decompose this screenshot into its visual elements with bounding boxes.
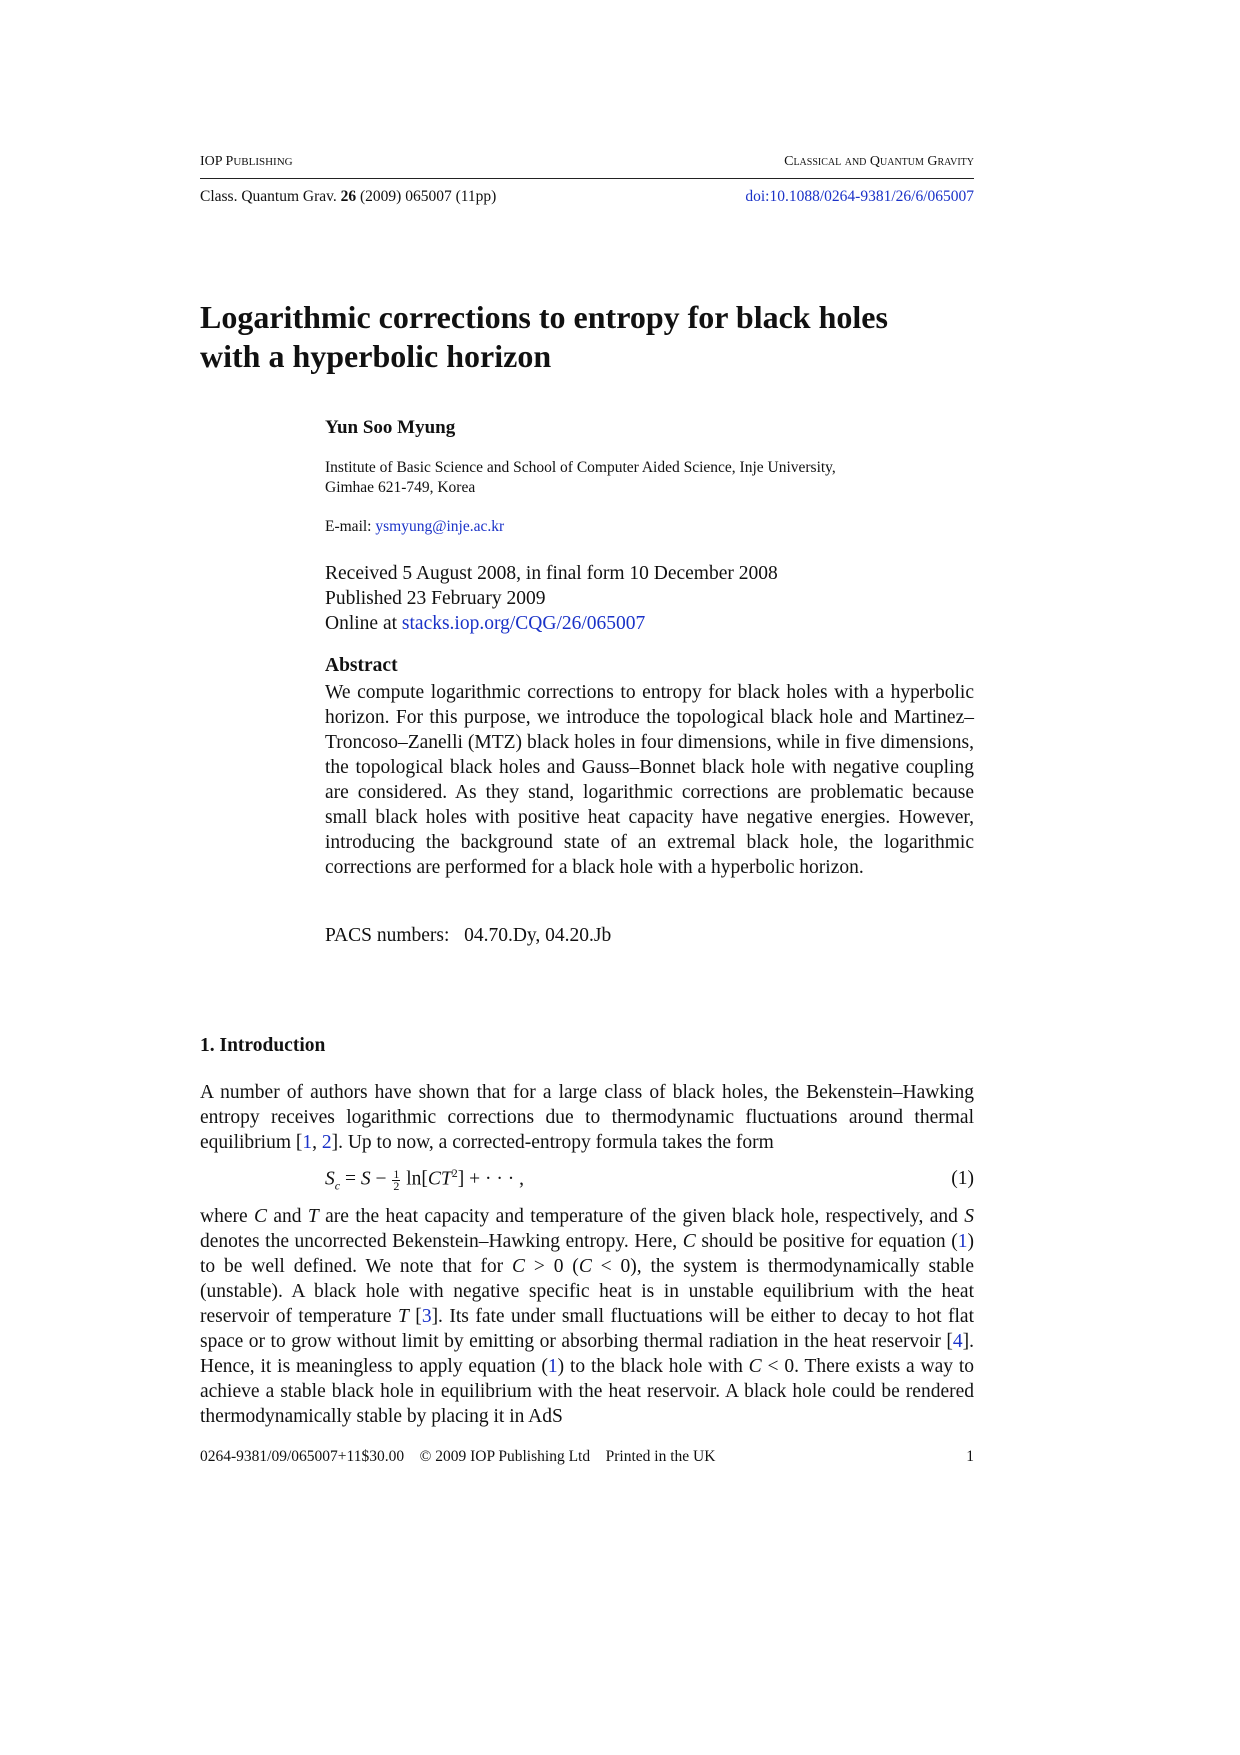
email-label: E-mail: [325,518,376,535]
footer-line [200,1448,715,1466]
one-half-fraction: $\frac{1}{2}$ [393,1166,400,1193]
p2-text: ) to the black hole with [557,1356,749,1377]
pacs-line [325,925,611,947]
online-label: Online at [325,613,402,634]
header-rule [200,178,974,179]
var-c: C [578,1256,592,1277]
publication-dates [325,561,778,636]
var-t: T [307,1206,319,1227]
citation-post: (2009) 065007 (11pp) [356,188,497,205]
ref-1[interactable]: 1 [302,1132,313,1153]
var-c: C [512,1256,526,1277]
publisher-label [200,154,293,170]
equation-ref[interactable]: 1 [547,1356,558,1377]
p2-text: and [267,1206,308,1227]
var-c: C [748,1356,762,1377]
footer-copyright: © 2009 IOP Publishing Ltd [419,1448,591,1465]
online-line [325,611,778,636]
para1-sep: , [312,1132,322,1153]
journal-name: Classical and Quantum Gravity [784,154,974,169]
para1-text-a: A number of authors have shown that for a large class of black holes, the Bekenstein–Hawking entropy receives logarithmic corrections due to thermodynamic fluctuations around thermal equilibrium [ [200,1082,974,1153]
equation-1: $S_c = S$ − $\frac{1}{2}$ $\ln[CT^2]$ + · · · , [325,1166,524,1193]
p2-text: are the heat capacity and temperature of the given black hole, respectively, and [318,1206,965,1227]
abstract-heading: Abstract [325,655,398,676]
pacs-label: PACS numbers: [325,925,450,946]
section-heading: 1. Introduction [200,1035,326,1056]
intro-paragraph-2 [200,1204,974,1429]
citation-line [200,188,496,206]
p2-text: > 0 ( [525,1256,579,1277]
p2-text: ]. Hence, it is meaningless to apply equation ( [200,1331,974,1377]
footer-code: 0264-9381/09/065007+11$30.00 [200,1448,405,1465]
ref-3[interactable]: 3 [421,1306,432,1327]
received-date: Received 5 August 2008, in final form 10 December 2008 [325,563,778,584]
doi-link[interactable]: doi:10.1088/0264-9381/26/6/065007 [745,188,974,205]
title-line-2: with a hyperbolic horizon [200,338,552,374]
equation-number: (1) [951,1168,974,1189]
p2-text: [ [408,1306,422,1327]
pacs-values: 04.70.Dy, 04.20.Jb [464,925,612,946]
p2-text: ) to be well defined. We note that for [200,1231,974,1277]
author-name: Yun Soo Myung [325,417,456,438]
abstract-text: We compute logarithmic corrections to entropy for black holes with a hyperbolic horizon. For this purpose, we introduce the topological black hole and Martinez–Troncoso–Zanelli (MTZ) black holes in four dimensions, while in five dimensions, the topological black holes and Gauss–Bonnet black hole with negative coupling are considered. As they stand, logarithmic corrections are problematic because small black holes with positive heat capacity have negative energies. However, introducing the background state of an extremal black hole, the logarithmic corrections are performed for a black hole with a hyperbolic horizon. [325,682,974,878]
affiliation [325,458,836,498]
affiliation-line-1: Institute of Basic Science and School of Computer Aided Science, Inje University, [325,459,836,476]
publisher-prefix: IOP P [200,154,234,169]
title-line-1: Logarithmic corrections to entropy for black holes [200,299,888,335]
citation-volume: 26 [340,188,357,205]
p2-text: should be positive for equation ( [695,1231,958,1252]
paper-title [200,298,888,376]
page-number: 1 [966,1448,974,1465]
ref-4[interactable]: 4 [952,1331,963,1352]
affiliation-line-2: Gimhae 621-749, Korea [325,479,476,496]
citation-pre: Class. Quantum Grav. [200,188,341,205]
footer-printed: Printed in the UK [605,1448,716,1465]
var-t: T [398,1306,409,1327]
published-date: Published 23 February 2009 [325,588,546,609]
p2-text: denotes the uncorrected Bekenstein–Hawking entropy. Here, [200,1231,683,1252]
p2-text: ]. Its fate under small fluctuations will be either to decay to hot flat space or to grow without limit by emitting or absorbing thermal radiation in the heat reservoir [ [200,1306,975,1352]
var-s: S [964,1206,975,1227]
para1-text-b: ]. Up to now, a corrected-entropy formula takes the form [331,1132,774,1153]
email-link[interactable]: ysmyung@inje.ac.kr [375,518,505,535]
online-url[interactable]: stacks.iop.org/CQG/26/065007 [401,613,646,634]
var-c: C [682,1231,696,1252]
email-line [325,518,504,536]
p2-text: < 0), the system is thermodynamically stable (unstable). A black hole with negative specific heat is in unstable equilibrium with the heat reservoir of temperature [200,1256,974,1327]
ref-2[interactable]: 2 [321,1132,332,1153]
p2-text: < 0. There exists a way to achieve a stable black hole in equilibrium with the heat reservoir. A black hole could be rendered thermodynamically stable by placing it in AdS [200,1356,975,1427]
intro-paragraph-1 [200,1080,974,1155]
equation-ref[interactable]: 1 [957,1231,968,1252]
p2-text: where [200,1206,255,1227]
publisher-rest: UBLISHING [233,156,293,168]
var-c: C [254,1206,268,1227]
